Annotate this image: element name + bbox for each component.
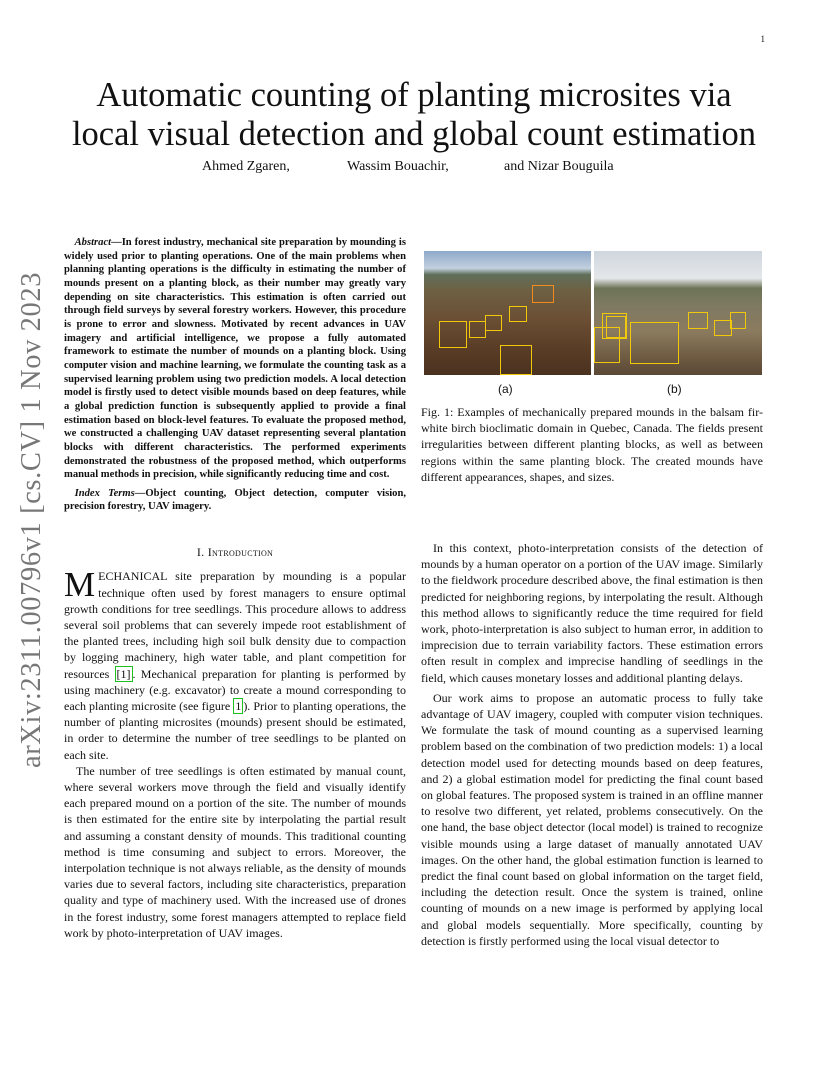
index-terms [64,487,406,514]
subcaption-b: (b) [667,382,682,396]
bbox-a-2 [509,306,527,322]
citation-link-1[interactable]: [1] [116,666,131,681]
section-title: Introduction [207,545,274,560]
intro-paragraph-2: The number of tree seedlings is often estimated by manual count, where several workers move through the field and visually identify each prepared mound on a portion of the site. The number of mounds is then estimated for the entire site by interpolating the partial result and assuming a constant density of mounds. This traditional counting method is time consuming and subject to errors. Moreover, the interpolation technique is not always reliable, as the density of mounds varies due to several factors, including site characteristics, preparation quality and type of machinery used. With the increased use of drones in the forest industry, some forest managers attempted to replace field work by photo-interpretation of UAV images. [64,763,406,940]
section-number: I. [196,545,205,560]
abstract-text: —In forest industry, mechanical site preparation by mounding is widely used prior to planting operations. One of the main problems when planning planting operations is the difficulty in estimating the number of mounds present on a planting block, as their number may greatly vary depending on site characteristics. This estimation is often carried out through field surveys by several forestry workers. However, this procedure is prone to error and slowness. Motivated by recent advances in UAV imagery and artificial intelligence, we propose a fully automated framework to estimate the number of mounds on a planting block. Using computer vision and machine learning, we formulate the counting task as a supervised learning problem using two prediction models. A local detection model is firstly used to detect visible mounds based on deep features, while a global prediction function is subsequently applied to provide a final estimation based on block-level features. To evaluate the proposed method, we constructed a challenging UAV dataset representing several plantation blocks with different characteristics. The performed experiments demonstrated the robustness of the proposed method, which outperforms manual methods in precision, while significantly reducing time and cost. [64,237,406,481]
bbox-a-1 [532,285,554,303]
index-terms-text: —Object counting, Object detection, computer vision, precision forestry, UAV imagery. [64,487,406,513]
author-1: Ahmed Zgaren, [202,159,290,174]
author-list [60,159,768,177]
section-heading [64,544,406,560]
author-3: and Nizar Bouguila [504,159,614,174]
arxiv-stamp-text: arXiv:2311.00796v1 [cs.CV] 1 Nov 2023 [16,271,47,769]
bbox-b-4 [630,322,679,364]
left-column [64,236,406,941]
subcaption-a: (a) [498,382,513,396]
index-terms-label: Index Terms [74,487,135,499]
bbox-a-6 [500,345,532,375]
figure-photo-b [594,251,762,375]
dropcap: M [64,565,96,605]
paper-title: Automatic counting of planting microsites via local visual detection and global count estimation [71,76,757,153]
right-paragraph-1: In this context, photo-interpretation consists of the detection of mounds by a human operator on a portion of the UAV image. Similarly to the fieldwork procedure described above, the final estimation is then predicted for neighboring regions, by interpolating the result. Although this method allows to significantly reduce the time required for field work, photo-interpretation is also subject to human error, in addition to imprecision due to terrain variability factors. These estimation errors often result in complex and imprecise handling of seedlings in the field, which causes monetary losses and additional planting delays. [421,541,763,685]
bbox-b-7 [730,312,746,329]
bbox-b-3 [594,327,620,363]
figure-link-1[interactable]: 1 [235,698,242,713]
bbox-a-4 [469,321,486,338]
right-column [421,540,763,949]
figure-photo-a [424,251,591,375]
abstract [64,236,406,482]
right-paragraph-2: Our work aims to propose an automatic process to fully take advantage of UAV imagery, coupled with computer vision techniques. We formulate the task of mound counting as a supervised learning problem based on the combination of two prediction models: 1) a local detection model used for detecting mounds based on deep features, and 2) a global estimation model for predicting the final count based on global features. The proposed system is trained in an offline manner to resolve two different, yet related, problems consecutively. On the one hand, the base object detector (local model) is trained to recognize visible mounds using a large dataset of manually annotated UAV images. On the other hand, the global estimation function is learned to predict the final count based on global information on the target field, including the detection result. Once the system is trained, online counting of mounds on a new image is performed by applying local and global models sequentially. More specifically, counting by detection is firstly performed using the local visual detector to [421,690,763,948]
author-2: Wassim Bouachir, [347,159,449,174]
figure-1 [424,251,762,379]
abstract-label: Abstract [74,237,112,248]
page-number: 1 [760,34,765,44]
bbox-a-5 [439,321,467,348]
intro-paragraph-1: MECHANICAL site preparation by mounding is a popular technique often used by forest managers to ensure optimal growth conditions for tree seedlings. This procedure allows to address several soil problems that can severely impede root establishment of the planted trees, including high soil bulk density due to compaction by logging machinery, high water table, and plant competition for resources [1] . Mechanical preparation for planting is performed by using machinery (e.g. excavator) to create a mound corresponding to each planting microsite (see figure 1 ). Prior to planting operations, the number of planting microsites (mounds) present should be estimated, in order to determine the number of tree seedlings to be planted on each site. [64,565,407,762]
bbox-b-5 [688,312,708,329]
figure-caption: Fig. 1: Examples of mechanically prepared mounds in the balsam fir-white birch bioclimatic domain in Quebec, Canada. The fields present irregularities between different planting blocks, as well as between regions within the same planting block. The created mounds have different appearances, shapes, and sizes. [421,405,763,484]
bbox-a-3 [485,315,502,331]
arxiv-stamp [12,271,52,769]
